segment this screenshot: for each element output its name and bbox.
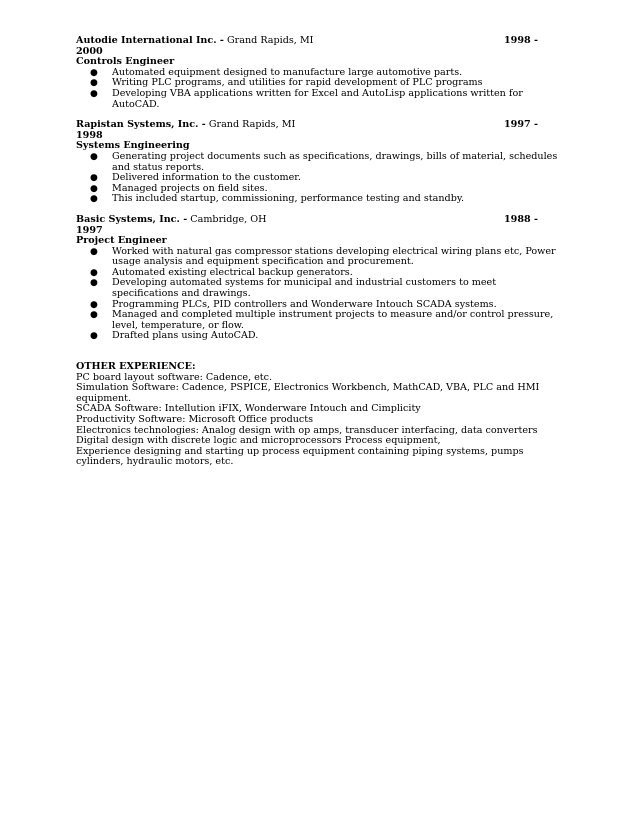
bullet-icon: ● [90, 78, 98, 89]
duty-text: Developing VBA applications written for Excel and AutoLisp applications written for AutoCAD. [112, 87, 523, 110]
company-name: Rapistan Systems, Inc. - [76, 119, 206, 131]
other-experience-section [76, 362, 560, 468]
duty-text: Developing automated systems for municipal and industrial customers to meet specifications and drawings. [112, 277, 497, 300]
experience-line: Simulation Software: Cadence, PSPICE, Electronics Workbench, MathCAD, VBA, PLC and HMI equipment. [76, 382, 540, 404]
duty-text: Automated existing electrical backup generators. [112, 266, 353, 278]
list-item [76, 89, 560, 110]
job-header [76, 36, 560, 47]
company-location: Cambridge, OH [190, 213, 267, 225]
duty-text: Automated equipment designed to manufacture large automotive parts. [112, 66, 463, 78]
list-item [76, 247, 560, 268]
bullet-icon: ● [90, 278, 98, 289]
company-location: Grand Rapids, MI [208, 119, 296, 131]
duty-text: Generating project documents such as specifications, drawings, bills of material, schedules and status reports. [112, 150, 558, 173]
job-title: Systems Engineering [76, 140, 190, 152]
company-name: Basic Systems, Inc. - [76, 213, 188, 225]
job-entry-rapistan [76, 120, 560, 205]
job-header [76, 215, 560, 226]
duty-text: Worked with natural gas compressor stations developing electrical wiring plans etc, Power usage analysis and equipment specification and procurement. [112, 245, 556, 268]
bullet-icon: ● [90, 246, 98, 257]
bullet-icon: ● [90, 67, 98, 78]
experience-line: Experience designing and starting up process equipment containing piping systems, pumps cylinders, hydraulic motors, etc. [76, 445, 524, 468]
experience-line: SCADA Software: Intellution iFIX, Wonderware Intouch and Cimplicity [76, 403, 421, 415]
bullet-icon: ● [90, 331, 98, 342]
job-header [76, 120, 560, 131]
job-duties-list [76, 152, 560, 205]
date-start: 1988 - [503, 213, 538, 225]
company-name: Autodie International Inc. - [76, 35, 224, 46]
date-start: 1998 - [503, 35, 538, 46]
bullet-icon: ● [90, 299, 98, 310]
duty-text: Managed projects on field sites. [112, 182, 268, 194]
experience-line: Productivity Software: Microsoft Office products [76, 414, 314, 425]
list-item [76, 310, 560, 331]
duty-text: This included startup, commissioning, performance testing and standby. [112, 193, 465, 205]
job-title: Project Engineer [76, 235, 167, 247]
experience-line: Electronics technologies: Analog design with op amps, transducer interfacing, data converters Digital design with discrete logic and microprocessors Process equipment, [76, 424, 538, 447]
bullet-icon: ● [90, 183, 98, 194]
experience-line: PC board layout software: Cadence, etc. [76, 371, 273, 383]
resume-page [76, 36, 560, 468]
date-end: 1997 [76, 224, 103, 236]
duty-text: Programming PLCs, PID controllers and Wonderware Intouch SCADA systems. [112, 298, 497, 310]
job-entry-autodie [76, 36, 560, 110]
date-start: 1997 - [503, 119, 538, 131]
section-heading: OTHER EXPERIENCE: [76, 361, 196, 373]
list-item [76, 194, 560, 205]
bullet-icon: ● [90, 310, 98, 321]
date-end: 2000 [76, 45, 103, 57]
job-entry-basic-systems [76, 215, 560, 342]
job-duties-list [76, 247, 560, 342]
bullet-icon: ● [90, 173, 98, 184]
duty-text: Delivered information to the customer. [112, 172, 301, 184]
bullet-icon: ● [90, 88, 98, 99]
list-item [76, 152, 560, 173]
bullet-icon: ● [90, 151, 98, 162]
duty-text: Writing PLC programs, and utilities for rapid development of PLC programs [112, 77, 483, 89]
bullet-icon: ● [90, 267, 98, 278]
date-end: 1998 [76, 129, 103, 141]
list-item [76, 331, 560, 342]
company-location: Grand Rapids, MI [226, 35, 314, 46]
duty-text: Drafted plans using AutoCAD. [112, 330, 259, 342]
bullet-icon: ● [90, 194, 98, 205]
job-duties-list [76, 68, 560, 110]
duty-text: Managed and completed multiple instrument projects to measure and/or control pressure, level, temperature, or flow. [112, 309, 554, 331]
job-title: Controls Engineer [76, 56, 175, 68]
list-item [76, 278, 560, 299]
